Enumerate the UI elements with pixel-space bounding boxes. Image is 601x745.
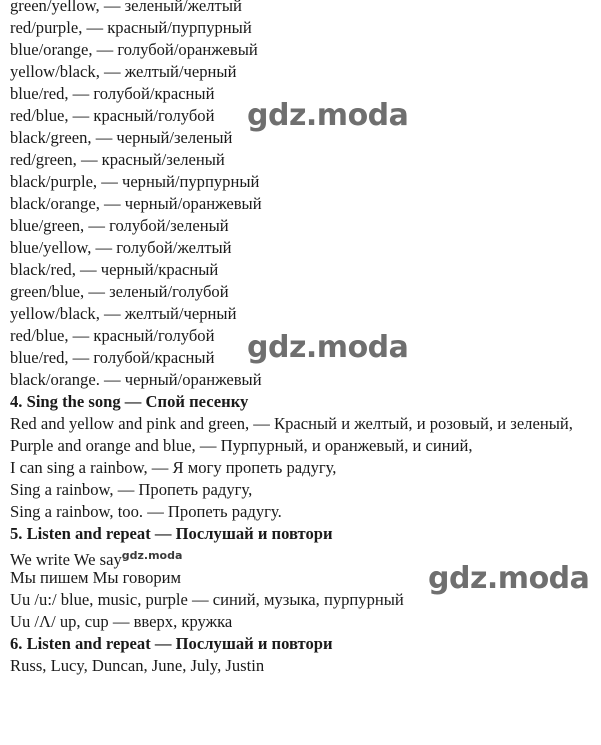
color-pair-line: yellow/black, — желтый/черный [10,62,237,81]
color-pair-line: black/green, — черный/зеленый [10,128,233,147]
color-pair-line: yellow/black, — желтый/черный [10,304,237,323]
song-line: Sing a rainbow, — Пропеть радугу, [10,480,253,499]
section-sing-the-song [10,391,598,523]
section-listen-repeat-names [10,633,598,677]
color-pair-line: blue/red, — голубой/красный [10,348,215,367]
watermark-inline: gdz.moda [121,549,183,562]
color-pair-line: blue/orange, — голубой/оранжевый [10,40,258,59]
color-pair-line: red/blue, — красный/голубой [10,106,215,125]
color-pair-line: green/yellow, — зеленый/желтый [10,0,242,15]
color-pair-line: red/purple, — красный/пурпурный [10,18,252,37]
section-heading: 4. Sing the song — Спой песенку [10,392,249,411]
color-pair-line: green/blue, — зеленый/голубой [10,282,229,301]
section-heading: 6. Listen and repeat — Послушай и повтори [10,634,333,653]
phonics-line: Uu /u:/ blue, music, purple — синий, музыка, пурпурный [10,590,404,609]
song-line: Red and yellow and pink and green, — Красный и желтый, и розовый, и зеленый, [10,414,573,433]
phonics-line: Мы пишем Мы говорим [10,568,182,587]
color-pair-line: red/blue, — красный/голубой [10,326,215,345]
we-write-label: We write We say [10,550,122,569]
color-pair-line: blue/yellow, — голубой/желтый [10,238,232,257]
color-pair-line: blue/green, — голубой/зеленый [10,216,229,235]
watermark-logo: gdz.moda [247,98,409,133]
color-pair-line: red/green, — красный/зеленый [10,150,225,169]
song-line: Sing a rainbow, too. — Пропеть радугу. [10,502,282,521]
section-heading: 5. Listen and repeat — Послушай и повтори [10,524,333,543]
color-pair-line: blue/red, — голубой/красный [10,84,215,103]
phonics-line: Uu /Λ/ up, cup — вверх, кружка [10,612,233,631]
color-pair-line: black/purple, — черный/пурпурный [10,172,260,191]
watermark-logo: gdz.moda [247,330,409,365]
color-pair-line: black/orange. — черный/оранжевый [10,370,262,389]
color-pair-line: black/red, — черный/красный [10,260,219,279]
names-line: Russ, Lucy, Duncan, June, July, Justin [10,656,265,675]
song-line: Purple and orange and blue, — Пурпурный, и оранжевый, и синий, [10,436,473,455]
color-pair-line: black/orange, — черный/оранжевый [10,194,262,213]
watermark-logo: gdz.moda [428,561,590,596]
song-line: I can sing a rainbow, — Я могу пропеть радугу, [10,458,337,477]
